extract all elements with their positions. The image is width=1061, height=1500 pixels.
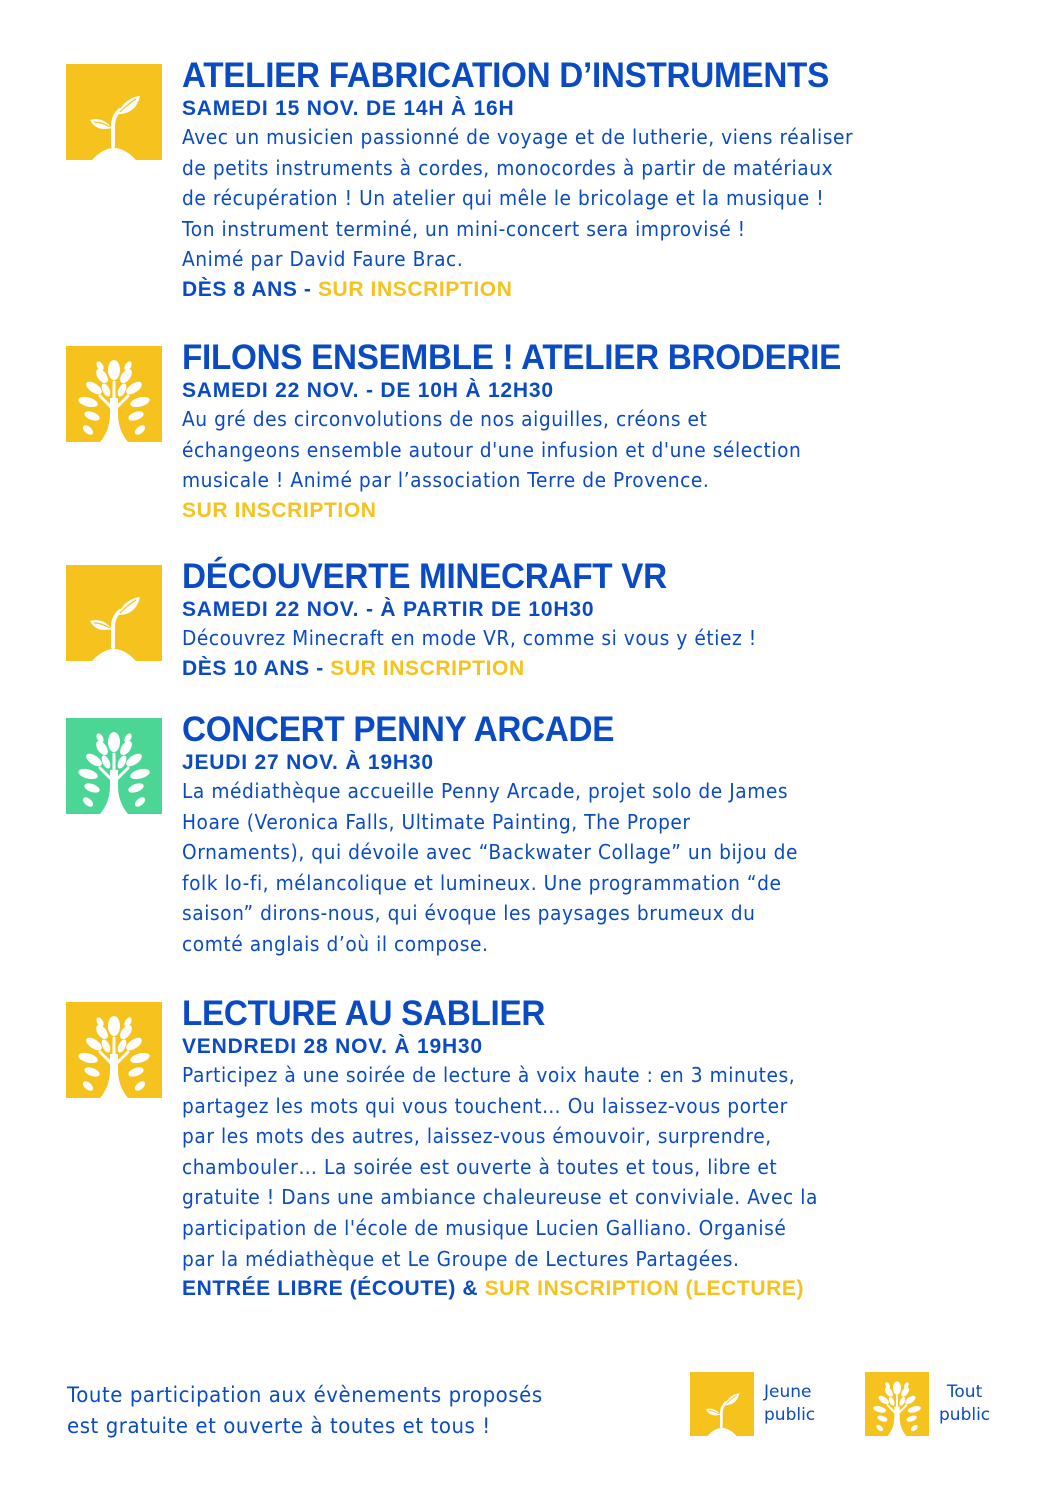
description-line: comté anglais d’où il compose.	[182, 931, 489, 956]
registration-tag: SUR INSCRIPTION	[317, 277, 513, 301]
age-tag: DÈS 10 ANS -	[182, 656, 331, 680]
footer-note	[67, 1380, 543, 1442]
legend-label-line: Tout	[946, 1382, 983, 1402]
description-line: La médiathèque accueille Penny Arcade, projet solo de James	[182, 779, 789, 803]
registration-tag: SUR INSCRIPTION (LECTURE)	[484, 1277, 805, 1301]
description-line: Participez à une soirée de lecture à voix haute : en 3 minutes,	[182, 1063, 796, 1087]
legend-label	[764, 1381, 815, 1427]
event-tags	[182, 275, 1041, 305]
legend-jeune-public	[690, 1372, 815, 1436]
event-title: CONCERT PENNY ARCADE	[182, 710, 615, 749]
legend-label	[939, 1381, 990, 1427]
description-line: Au gré des circonvolutions de nos aiguilles, créons et	[182, 407, 708, 431]
registration-tag: SUR INSCRIPTION	[330, 656, 525, 680]
description-line: partagez les mots qui vous touchent… Ou laissez-vous porter	[182, 1093, 788, 1118]
event-title: DÉCOUVERTE MINECRAFT VR	[182, 557, 667, 596]
tree-icon	[66, 718, 162, 814]
event-tags	[182, 496, 1041, 526]
footer-line: Toute participation aux évènements proposés	[67, 1383, 543, 1407]
event-description	[182, 1060, 1038, 1274]
event-date: SAMEDI 22 NOV. - DE 10H À 12H30	[182, 379, 554, 402]
event-description	[182, 404, 1038, 496]
sprout-icon	[66, 565, 162, 661]
sprout-icon	[66, 64, 162, 160]
event-title: LECTURE AU SABLIER	[182, 994, 546, 1033]
legend-label-line: Jeune	[764, 1382, 812, 1402]
registration-tag: SUR INSCRIPTION	[182, 498, 377, 522]
event-description	[182, 776, 1038, 960]
tree-icon	[66, 1002, 162, 1098]
description-line: Ton instrument terminé, un mini-concert sera improvisé !	[182, 216, 746, 241]
event-tags	[182, 1274, 1041, 1304]
description-line: saison” dirons-nous, qui évoque les paysages brumeux du	[182, 901, 756, 926]
event-date: SAMEDI 15 NOV. DE 14H À 16H	[182, 97, 515, 120]
tree-icon	[865, 1372, 929, 1436]
legend-label-line: public	[939, 1405, 991, 1425]
event-tags	[182, 654, 1041, 684]
event-title: ATELIER FABRICATION D’INSTRUMENTS	[182, 56, 829, 95]
description-line: par les mots des autres, laissez-vous émouvoir, surprendre,	[182, 1124, 772, 1149]
description-line: participation de l'école de musique Lucien Galliano. Organisé	[182, 1215, 787, 1240]
event-description	[182, 623, 1038, 654]
event-date: SAMEDI 22 NOV. - À PARTIR DE 10H30	[182, 598, 595, 621]
entry-tag: ENTRÉE LIBRE (ÉCOUTE) &	[182, 1277, 485, 1301]
description-line: Avec un musicien passionné de voyage et de lutherie, viens réaliser	[182, 125, 854, 149]
description-line: de petits instruments à cordes, monocordes à partir de matériaux	[182, 155, 834, 180]
description-line: de récupération ! Un atelier qui mêle le bricolage et la musique !	[182, 186, 825, 211]
legend-tout-public	[865, 1372, 990, 1436]
sprout-icon	[690, 1372, 754, 1436]
event-description	[182, 122, 1038, 275]
description-line: Animé par David Faure Brac.	[182, 247, 464, 272]
description-line: Hoare (Veronica Falls, Ultimate Painting, The Proper	[182, 809, 691, 834]
description-line: folk lo-fi, mélancolique et lumineux. Une programmation “de	[182, 870, 782, 895]
legend-label-line: public	[764, 1405, 816, 1425]
description-line: chambouler… La soirée est ouverte à toutes et tous, libre et	[182, 1154, 778, 1179]
event-date: VENDREDI 28 NOV. À 19H30	[182, 1035, 483, 1058]
description-line: musicale ! Animé par l’association Terre de Provence.	[182, 468, 710, 493]
description-line: Découvrez Minecraft en mode VR, comme si vous y étiez !	[182, 626, 757, 650]
event-title: FILONS ENSEMBLE ! ATELIER BRODERIE	[182, 338, 842, 377]
description-line: gratuite ! Dans une ambiance chaleureuse et conviviale. Avec la	[182, 1185, 818, 1210]
description-line: par la médiathèque et Le Groupe de Lectures Partagées.	[182, 1246, 740, 1271]
description-line: Ornaments), qui dévoile avec “Backwater Collage” un bijou de	[182, 840, 799, 865]
footer-line: est gratuite et ouverte à toutes et tous !	[67, 1414, 491, 1438]
description-line: échangeons ensemble autour d'une infusion et d'une sélection	[182, 437, 802, 462]
age-tag: DÈS 8 ANS -	[182, 277, 318, 301]
tree-icon	[66, 346, 162, 442]
event-date: JEUDI 27 NOV. À 19H30	[182, 751, 434, 774]
